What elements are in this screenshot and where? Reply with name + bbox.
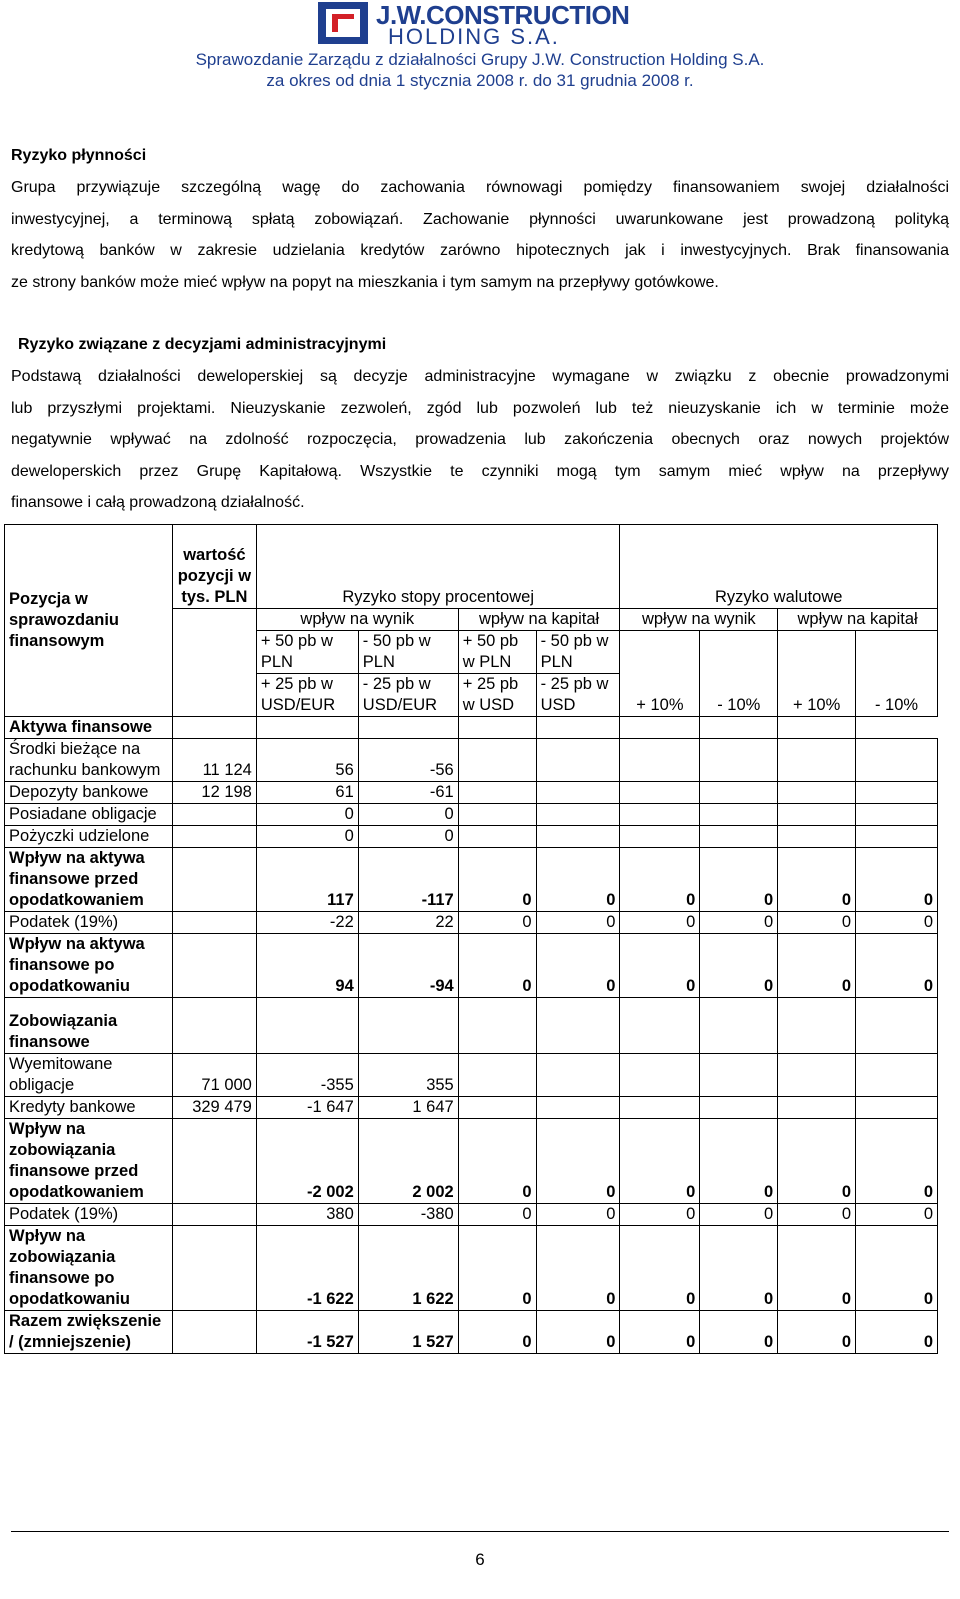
- row-impact-cell: 1 527: [358, 1311, 458, 1354]
- scenario-fx-label: + 10%: [620, 631, 700, 717]
- paragraph-line: kredytową banków w zakresie udzielania kredytów zarówno hipotecznych jak i inwestycyjnych. Brak finansowania: [11, 242, 949, 259]
- row-impact-cell: 0: [856, 848, 938, 912]
- row-impact-cell: -355: [256, 1054, 358, 1097]
- row-impact-cell: -2 002: [256, 1119, 358, 1204]
- scenario-pln-label: + 50 pb w PLN: [458, 631, 536, 674]
- scenario-fx-label: - 10%: [700, 631, 778, 717]
- table-row: [5, 739, 938, 782]
- row-value: 12 198: [172, 782, 256, 804]
- row-impact-cell: [458, 739, 536, 782]
- row-impact-cell: [856, 1097, 938, 1119]
- row-impact-cell: 61: [256, 782, 358, 804]
- empty-cell: [778, 717, 856, 739]
- empty-cell: [358, 717, 458, 739]
- table-row: [5, 912, 938, 934]
- scenario-pln-label: - 50 pb w PLN: [536, 631, 620, 674]
- paragraph-line: negatywnie wpływać na zdolność rozpoczęcia, prowadzenia lub zakończenia obecnych oraz nowych projektów: [11, 431, 949, 448]
- table-row: [5, 934, 938, 998]
- row-impact-cell: 0: [256, 804, 358, 826]
- row-impact-cell: [856, 782, 938, 804]
- section-liabilities-label: Zobowiązania finansowe: [5, 998, 173, 1054]
- row-impact-cell: 0: [458, 1119, 536, 1204]
- row-impact-cell: 0: [856, 934, 938, 998]
- row-impact-cell: 0: [358, 826, 458, 848]
- row-impact-cell: [620, 739, 700, 782]
- row-impact-cell: [700, 804, 778, 826]
- row-impact-cell: -56: [358, 739, 458, 782]
- logo-mark-icon: [318, 2, 368, 44]
- empty-cell: [256, 998, 358, 1054]
- row-impact-cell: 2 002: [358, 1119, 458, 1204]
- scenario-usd-label: - 25 pb w USD: [536, 674, 620, 717]
- row-value: 71 000: [172, 1054, 256, 1097]
- row-impact-cell: 0: [856, 1119, 938, 1204]
- table-row: [5, 1097, 938, 1119]
- row-impact-cell: [458, 782, 536, 804]
- row-value: 329 479: [172, 1097, 256, 1119]
- row-impact-cell: 0: [458, 1204, 536, 1226]
- section-admin-title: Ryzyko związane z decyzjami administracyjnymi: [18, 336, 387, 353]
- row-impact-cell: [778, 739, 856, 782]
- row-impact-cell: 0: [700, 1311, 778, 1354]
- row-impact-cell: [536, 826, 620, 848]
- page-number: 6: [475, 1550, 485, 1569]
- row-impact-cell: 117: [256, 848, 358, 912]
- row-impact-cell: [778, 1054, 856, 1097]
- company-logo: [318, 0, 658, 49]
- empty-cell: [172, 998, 256, 1054]
- section-admin-text: [11, 361, 949, 519]
- row-impact-cell: 22: [358, 912, 458, 934]
- row-label: Razem zwiększenie / (zmniejszenie): [5, 1311, 173, 1354]
- paragraph-line: Grupa przywiązuje szczególną wagę do zachowania równowagi pomiędzy finansowaniem swojej działalności: [11, 179, 949, 196]
- row-impact-cell: 0: [620, 1311, 700, 1354]
- row-value: [172, 1204, 256, 1226]
- row-impact-cell: [856, 1054, 938, 1097]
- scenario-fx-label: - 10%: [856, 631, 938, 717]
- scenario-usd-label: - 25 pb w USD/EUR: [358, 674, 458, 717]
- row-impact-cell: -1 527: [256, 1311, 358, 1354]
- row-impact-cell: [536, 782, 620, 804]
- report-period: za okres od dnia 1 stycznia 2008 r. do 31 grudnia 2008 r.: [266, 71, 694, 90]
- row-impact-cell: 0: [700, 1119, 778, 1204]
- row-impact-cell: 0: [458, 1226, 536, 1311]
- row-impact-cell: [620, 1054, 700, 1097]
- row-impact-cell: 0: [358, 804, 458, 826]
- empty-cell: [458, 717, 536, 739]
- row-value: [172, 826, 256, 848]
- row-label: Wyemitowane obligacje: [5, 1054, 173, 1097]
- row-impact-cell: 0: [620, 934, 700, 998]
- table-row: [5, 1311, 938, 1354]
- row-impact-cell: 0: [620, 848, 700, 912]
- row-impact-cell: [778, 804, 856, 826]
- scenario-pln-label: + 50 pb w PLN: [256, 631, 358, 674]
- row-impact-cell: 0: [536, 848, 620, 912]
- row-impact-cell: 0: [778, 1204, 856, 1226]
- paragraph-line: lub przyszłymi projektami. Nieuzyskanie zezwoleń, zgód lub pozwoleń lub też nieuzyskanie ich w terminie może: [11, 399, 949, 417]
- row-impact-cell: [700, 1054, 778, 1097]
- row-impact-cell: [620, 1097, 700, 1119]
- logo-text-main: J.W.CONSTRUCTION: [376, 0, 630, 30]
- sensitivity-table: [4, 524, 938, 1354]
- row-impact-cell: 0: [458, 1311, 536, 1354]
- row-impact-cell: 0: [856, 1226, 938, 1311]
- table-row: [5, 848, 938, 912]
- row-impact-cell: 0: [700, 848, 778, 912]
- row-impact-cell: 0: [620, 1226, 700, 1311]
- row-impact-cell: [458, 1097, 536, 1119]
- row-impact-cell: [778, 782, 856, 804]
- empty-cell: [620, 998, 700, 1054]
- row-impact-cell: -1 647: [256, 1097, 358, 1119]
- sub-equity-header: wpływ na kapitał: [458, 609, 620, 631]
- row-impact-cell: [620, 826, 700, 848]
- row-impact-cell: [620, 782, 700, 804]
- col-position-header: Pozycja w sprawozdaniu finansowym: [5, 525, 173, 717]
- empty-cell: [358, 998, 458, 1054]
- empty-cell: [536, 998, 620, 1054]
- scenario-pln-label: - 50 pb w PLN: [358, 631, 458, 674]
- row-impact-cell: 0: [536, 1204, 620, 1226]
- row-label: Środki bieżące na rachunku bankowym: [5, 739, 173, 782]
- group-fx-header: Ryzyko walutowe: [620, 525, 938, 609]
- row-impact-cell: [620, 804, 700, 826]
- empty-cell: [778, 998, 856, 1054]
- row-impact-cell: 0: [700, 934, 778, 998]
- row-value: [172, 1226, 256, 1311]
- row-impact-cell: [536, 804, 620, 826]
- row-impact-cell: [536, 739, 620, 782]
- table-row: [5, 1204, 938, 1226]
- row-impact-cell: 0: [778, 1119, 856, 1204]
- row-impact-cell: 0: [536, 912, 620, 934]
- value-cell: [172, 717, 256, 739]
- table-row: [5, 1226, 938, 1311]
- row-impact-cell: 0: [856, 912, 938, 934]
- paragraph-line: deweloperskich przez Grupę Kapitałową. Wszystkie te czynniki mogą tym samym mieć wpływ na przepływy: [11, 462, 949, 480]
- row-impact-cell: 0: [700, 1226, 778, 1311]
- row-impact-cell: [536, 1097, 620, 1119]
- row-impact-cell: 0: [536, 934, 620, 998]
- row-label: Wpływ na aktywa finansowe po opodatkowaniu: [5, 934, 173, 998]
- row-impact-cell: [458, 826, 536, 848]
- row-impact-cell: -22: [256, 912, 358, 934]
- row-label: Wpływ na aktywa finansowe przed opodatkowaniem: [5, 848, 173, 912]
- col-value-header: wartość pozycji w tys. PLN: [172, 525, 256, 609]
- row-impact-cell: [856, 739, 938, 782]
- value-spacer: [172, 609, 256, 717]
- empty-cell: [536, 717, 620, 739]
- row-label: Depozyty bankowe: [5, 782, 173, 804]
- row-label: Posiadane obligacje: [5, 804, 173, 826]
- row-impact-cell: [458, 1054, 536, 1097]
- row-impact-cell: [700, 782, 778, 804]
- row-impact-cell: [458, 804, 536, 826]
- row-label: Wpływ na zobowiązania finansowe po opodatkowaniu: [5, 1226, 173, 1311]
- row-impact-cell: 56: [256, 739, 358, 782]
- row-value: [172, 1311, 256, 1354]
- row-impact-cell: [700, 739, 778, 782]
- paragraph-line: Podstawą działalności deweloperskiej są decyzje administracyjne wymagane w związku z obecnie prowadzonymi: [11, 368, 949, 385]
- section-liquidity-title: Ryzyko płynności: [11, 147, 147, 164]
- row-impact-cell: 0: [458, 848, 536, 912]
- row-label: Podatek (19%): [5, 912, 173, 934]
- footer-divider: [11, 1531, 949, 1532]
- row-impact-cell: 0: [458, 934, 536, 998]
- row-impact-cell: 0: [458, 912, 536, 934]
- scenario-usd-label: + 25 pb w USD/EUR: [256, 674, 358, 717]
- row-value: [172, 912, 256, 934]
- row-impact-cell: [856, 804, 938, 826]
- row-impact-cell: -94: [358, 934, 458, 998]
- row-impact-cell: 0: [700, 912, 778, 934]
- row-value: [172, 804, 256, 826]
- row-impact-cell: -380: [358, 1204, 458, 1226]
- empty-cell: [700, 717, 778, 739]
- row-impact-cell: 0: [778, 1226, 856, 1311]
- row-impact-cell: 355: [358, 1054, 458, 1097]
- row-impact-cell: -61: [358, 782, 458, 804]
- empty-cell: [856, 998, 938, 1054]
- row-impact-cell: 1 647: [358, 1097, 458, 1119]
- sub-result-fx-header: wpływ na wynik: [620, 609, 778, 631]
- row-impact-cell: 0: [620, 1204, 700, 1226]
- row-impact-cell: [778, 826, 856, 848]
- row-value: [172, 934, 256, 998]
- paragraph-line: ze strony banków może mieć wpływ na popyt na mieszkania i tym samym na przepływy gotówkowe.: [11, 273, 719, 291]
- table-row: [5, 1054, 938, 1097]
- row-impact-cell: [778, 1097, 856, 1119]
- report-title: Sprawozdanie Zarządu z działalności Grupy J.W. Construction Holding S.A.: [195, 50, 765, 69]
- row-impact-cell: 0: [620, 1119, 700, 1204]
- logo-text-sub: HOLDING S.A.: [388, 24, 560, 49]
- row-value: 11 124: [172, 739, 256, 782]
- row-impact-cell: 0: [856, 1311, 938, 1354]
- empty-cell: [620, 717, 700, 739]
- empty-cell: [458, 998, 536, 1054]
- row-impact-cell: -1 622: [256, 1226, 358, 1311]
- row-impact-cell: 0: [778, 934, 856, 998]
- section-liquidity-text: [11, 172, 949, 298]
- row-value: [172, 848, 256, 912]
- row-impact-cell: 0: [856, 1204, 938, 1226]
- row-impact-cell: [700, 826, 778, 848]
- empty-cell: [256, 717, 358, 739]
- row-label: Kredyty bankowe: [5, 1097, 173, 1119]
- row-value: [172, 1119, 256, 1204]
- sub-result-header: wpływ na wynik: [256, 609, 458, 631]
- row-impact-cell: 0: [700, 1204, 778, 1226]
- scenario-fx-label: + 10%: [778, 631, 856, 717]
- paragraph-line: inwestycyjnej, a terminową spłatą zobowiązań. Zachowanie płynności uwarunkowane jest prowadzoną polityką: [11, 210, 949, 228]
- table-row: [5, 826, 938, 848]
- row-impact-cell: -117: [358, 848, 458, 912]
- row-impact-cell: 0: [536, 1119, 620, 1204]
- row-impact-cell: [856, 826, 938, 848]
- group-interest-header: Ryzyko stopy procentowej: [256, 525, 620, 609]
- empty-cell: [700, 998, 778, 1054]
- table-header: [5, 525, 938, 1354]
- row-impact-cell: 0: [256, 826, 358, 848]
- scenario-usd-label: + 25 pb w USD: [458, 674, 536, 717]
- row-label: Podatek (19%): [5, 1204, 173, 1226]
- table-row: [5, 1119, 938, 1204]
- table-row: [5, 804, 938, 826]
- row-impact-cell: 0: [536, 1226, 620, 1311]
- section-assets-label: Aktywa finansowe: [5, 717, 173, 739]
- row-impact-cell: 94: [256, 934, 358, 998]
- row-impact-cell: [536, 1054, 620, 1097]
- row-impact-cell: 0: [536, 1311, 620, 1354]
- row-label: Pożyczki udzielone: [5, 826, 173, 848]
- sub-equity-fx-header: wpływ na kapitał: [778, 609, 938, 631]
- table-row: [5, 782, 938, 804]
- paragraph-line: finansowe i całą prowadzoną działalność.: [11, 494, 305, 511]
- row-impact-cell: 0: [778, 1311, 856, 1354]
- row-impact-cell: 0: [620, 912, 700, 934]
- row-impact-cell: 0: [778, 912, 856, 934]
- row-impact-cell: [700, 1097, 778, 1119]
- row-impact-cell: 380: [256, 1204, 358, 1226]
- row-label: Wpływ na zobowiązania finansowe przed opodatkowaniem: [5, 1119, 173, 1204]
- row-impact-cell: 0: [778, 848, 856, 912]
- row-impact-cell: 1 622: [358, 1226, 458, 1311]
